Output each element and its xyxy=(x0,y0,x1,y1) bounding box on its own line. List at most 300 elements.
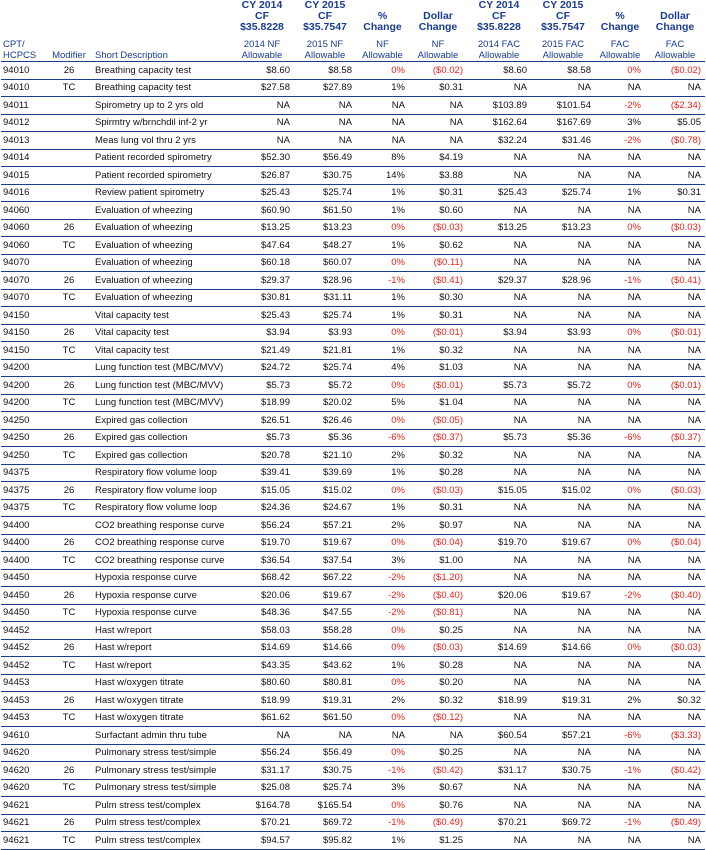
nf-percent-change-cell: 1% xyxy=(356,79,409,97)
cpt-code-cell: 94400 xyxy=(1,517,45,535)
fac-2015-allowable-cell: $28.96 xyxy=(531,272,595,290)
nf-percent-change-cell: 0% xyxy=(356,674,409,692)
fac-dollar-change-cell: ($0.49) xyxy=(645,814,705,832)
nf-dollar-change-cell: ($0.04) xyxy=(409,534,467,552)
header-sub-cell: 2014 NF Allowable xyxy=(230,33,294,62)
cpt-code-cell: 94150 xyxy=(1,342,45,360)
modifier-cell xyxy=(45,132,93,150)
nf-2015-allowable-cell: $39.69 xyxy=(294,464,356,482)
fac-dollar-change-cell: NA xyxy=(645,359,705,377)
cpt-code-cell: 94060 xyxy=(1,219,45,237)
nf-percent-change-cell: -2% xyxy=(356,604,409,622)
table-row xyxy=(1,744,705,762)
nf-2014-allowable-cell: $29.37 xyxy=(230,272,294,290)
nf-2014-allowable-cell: $3.94 xyxy=(230,324,294,342)
cpt-code-cell: 94610 xyxy=(1,727,45,745)
header-sub-cell: 2015 FAC Allowable xyxy=(531,33,595,62)
nf-2015-allowable-cell: $19.67 xyxy=(294,587,356,605)
fac-percent-change-cell: NA xyxy=(595,202,645,220)
nf-dollar-change-cell: ($0.11) xyxy=(409,254,467,272)
fac-dollar-change-cell: NA xyxy=(645,657,705,675)
fac-percent-change-cell: NA xyxy=(595,674,645,692)
modifier-cell: 26 xyxy=(45,272,93,290)
nf-dollar-change-cell: $1.00 xyxy=(409,552,467,570)
fac-percent-change-cell: 0% xyxy=(595,639,645,657)
fac-dollar-change-cell: ($0.03) xyxy=(645,219,705,237)
nf-2015-allowable-cell: $14.66 xyxy=(294,639,356,657)
table-row xyxy=(1,219,705,237)
fac-2015-allowable-cell: $5.72 xyxy=(531,377,595,395)
nf-2014-allowable-cell: $14.69 xyxy=(230,639,294,657)
fac-2015-allowable-cell: NA xyxy=(531,79,595,97)
fac-percent-change-cell: 0% xyxy=(595,324,645,342)
nf-percent-change-cell: 1% xyxy=(356,657,409,675)
nf-percent-change-cell: -2% xyxy=(356,569,409,587)
fac-2015-allowable-cell: $15.02 xyxy=(531,482,595,500)
modifier-cell: 26 xyxy=(45,482,93,500)
fac-2014-allowable-cell: NA xyxy=(467,149,531,167)
fac-2014-allowable-cell: $18.99 xyxy=(467,692,531,710)
nf-2015-allowable-cell: $30.75 xyxy=(294,167,356,185)
table-row xyxy=(1,254,705,272)
fac-2014-allowable-cell: $32.24 xyxy=(467,132,531,150)
table-row xyxy=(1,394,705,412)
nf-percent-change-cell: 0% xyxy=(356,744,409,762)
nf-dollar-change-cell: $0.32 xyxy=(409,447,467,465)
modifier-cell: 26 xyxy=(45,219,93,237)
nf-2015-allowable-cell: $37.54 xyxy=(294,552,356,570)
fac-percent-change-cell: NA xyxy=(595,464,645,482)
cpt-code-cell: 94010 xyxy=(1,79,45,97)
fac-dollar-change-cell: $0.31 xyxy=(645,184,705,202)
nf-dollar-change-cell: $0.62 xyxy=(409,237,467,255)
fac-percent-change-cell: -1% xyxy=(595,762,645,780)
nf-percent-change-cell: 1% xyxy=(356,499,409,517)
fac-2015-allowable-cell: NA xyxy=(531,622,595,640)
fac-2014-allowable-cell: $25.43 xyxy=(467,184,531,202)
fac-2014-allowable-cell: NA xyxy=(467,289,531,307)
header-row-sub xyxy=(1,33,705,62)
fac-2014-allowable-cell: $15.05 xyxy=(467,482,531,500)
fac-2015-allowable-cell: $13.23 xyxy=(531,219,595,237)
nf-dollar-change-cell: ($0.12) xyxy=(409,709,467,727)
table-row xyxy=(1,184,705,202)
header-sub-cell: FAC Allowable xyxy=(645,33,705,62)
fac-dollar-change-cell: NA xyxy=(645,622,705,640)
fac-percent-change-cell: NA xyxy=(595,394,645,412)
nf-2015-allowable-cell: $61.50 xyxy=(294,709,356,727)
nf-2015-allowable-cell: $67.22 xyxy=(294,569,356,587)
fac-dollar-change-cell: NA xyxy=(645,342,705,360)
short-description-cell: Respiratory flow volume loop xyxy=(93,482,230,500)
nf-percent-change-cell: 4% xyxy=(356,359,409,377)
fac-2014-allowable-cell: $103.89 xyxy=(467,97,531,115)
fac-2014-allowable-cell: NA xyxy=(467,622,531,640)
fac-2014-allowable-cell: NA xyxy=(467,552,531,570)
header-sub-cell: CPT/ HCPCS xyxy=(1,33,45,62)
nf-dollar-change-cell: $0.97 xyxy=(409,517,467,535)
fac-percent-change-cell: 0% xyxy=(595,62,645,80)
fac-dollar-change-cell: ($0.37) xyxy=(645,429,705,447)
fac-2015-allowable-cell: NA xyxy=(531,359,595,377)
cpt-code-cell: 94250 xyxy=(1,429,45,447)
fac-dollar-change-cell: ($0.04) xyxy=(645,534,705,552)
fac-dollar-change-cell: NA xyxy=(645,394,705,412)
fac-dollar-change-cell: NA xyxy=(645,202,705,220)
table-row xyxy=(1,692,705,710)
fac-percent-change-cell: 0% xyxy=(595,534,645,552)
cpt-code-cell: 94452 xyxy=(1,657,45,675)
header-top-cell xyxy=(93,0,230,33)
table-row xyxy=(1,499,705,517)
nf-2015-allowable-cell: $25.74 xyxy=(294,307,356,325)
nf-percent-change-cell: 1% xyxy=(356,289,409,307)
fac-percent-change-cell: NA xyxy=(595,622,645,640)
fac-2015-allowable-cell: $19.67 xyxy=(531,587,595,605)
short-description-cell: Evaluation of wheezing xyxy=(93,237,230,255)
fac-2015-allowable-cell: $19.31 xyxy=(531,692,595,710)
fac-2014-allowable-cell: NA xyxy=(467,604,531,622)
nf-2014-allowable-cell: $24.72 xyxy=(230,359,294,377)
nf-percent-change-cell: 0% xyxy=(356,797,409,815)
nf-2014-allowable-cell: $20.78 xyxy=(230,447,294,465)
nf-percent-change-cell: 0% xyxy=(356,412,409,430)
fac-percent-change-cell: 0% xyxy=(595,377,645,395)
short-description-cell: Lung function test (MBC/MVV) xyxy=(93,377,230,395)
header-sub-cell: Short Description xyxy=(93,33,230,62)
fac-2015-allowable-cell: $5.36 xyxy=(531,429,595,447)
short-description-cell: CO2 breathing response curve xyxy=(93,552,230,570)
fac-2014-allowable-cell: NA xyxy=(467,657,531,675)
nf-2015-allowable-cell: $26.46 xyxy=(294,412,356,430)
short-description-cell: CO2 breathing response curve xyxy=(93,534,230,552)
fac-percent-change-cell: NA xyxy=(595,709,645,727)
short-description-cell: Vital capacity test xyxy=(93,342,230,360)
table-row xyxy=(1,657,705,675)
fac-dollar-change-cell: NA xyxy=(645,674,705,692)
short-description-cell: Patient recorded spirometry xyxy=(93,167,230,185)
cpt-code-cell: 94013 xyxy=(1,132,45,150)
nf-2015-allowable-cell: $61.50 xyxy=(294,202,356,220)
nf-dollar-change-cell: $0.28 xyxy=(409,464,467,482)
short-description-cell: Lung function test (MBC/MVV) xyxy=(93,359,230,377)
table-row xyxy=(1,797,705,815)
fac-2014-allowable-cell: $162.64 xyxy=(467,114,531,132)
header-sub-cell: Modifier xyxy=(45,33,93,62)
cpt-code-cell: 94621 xyxy=(1,797,45,815)
cpt-code-cell: 94620 xyxy=(1,779,45,797)
table-row xyxy=(1,762,705,780)
nf-dollar-change-cell: ($0.03) xyxy=(409,639,467,657)
nf-dollar-change-cell: ($0.81) xyxy=(409,604,467,622)
fac-percent-change-cell: NA xyxy=(595,342,645,360)
fac-2015-allowable-cell: NA xyxy=(531,552,595,570)
nf-percent-change-cell: 3% xyxy=(356,552,409,570)
fac-dollar-change-cell: ($0.03) xyxy=(645,482,705,500)
fac-2015-allowable-cell: $31.46 xyxy=(531,132,595,150)
fac-2014-allowable-cell: NA xyxy=(467,709,531,727)
modifier-cell: TC xyxy=(45,237,93,255)
nf-2014-allowable-cell: $48.36 xyxy=(230,604,294,622)
nf-dollar-change-cell: $4.19 xyxy=(409,149,467,167)
nf-dollar-change-cell: ($0.03) xyxy=(409,219,467,237)
nf-dollar-change-cell: $0.31 xyxy=(409,79,467,97)
short-description-cell: Hast w/oxygen titrate xyxy=(93,692,230,710)
fac-2015-allowable-cell: $25.74 xyxy=(531,184,595,202)
fac-dollar-change-cell: NA xyxy=(645,744,705,762)
table-row xyxy=(1,114,705,132)
fac-dollar-change-cell: NA xyxy=(645,447,705,465)
fac-2015-allowable-cell: NA xyxy=(531,744,595,762)
short-description-cell: Expired gas collection xyxy=(93,429,230,447)
table-row xyxy=(1,482,705,500)
fac-dollar-change-cell: ($0.03) xyxy=(645,639,705,657)
table-row xyxy=(1,587,705,605)
table-row xyxy=(1,377,705,395)
nf-2014-allowable-cell: $24.36 xyxy=(230,499,294,517)
fac-dollar-change-cell: NA xyxy=(645,412,705,430)
fac-2015-allowable-cell: NA xyxy=(531,657,595,675)
nf-percent-change-cell: -1% xyxy=(356,814,409,832)
header-sub-cell: 2015 NF Allowable xyxy=(294,33,356,62)
nf-2014-allowable-cell: $26.51 xyxy=(230,412,294,430)
table-row xyxy=(1,307,705,325)
fac-dollar-change-cell: NA xyxy=(645,307,705,325)
table-row xyxy=(1,79,705,97)
fac-2015-allowable-cell: $19.67 xyxy=(531,534,595,552)
fac-2015-allowable-cell: NA xyxy=(531,569,595,587)
table-row xyxy=(1,622,705,640)
fac-percent-change-cell: 1% xyxy=(595,184,645,202)
cpt-code-cell: 94452 xyxy=(1,622,45,640)
fac-dollar-change-cell: ($0.01) xyxy=(645,377,705,395)
short-description-cell: Hast w/report xyxy=(93,639,230,657)
nf-2015-allowable-cell: $165.54 xyxy=(294,797,356,815)
cpt-code-cell: 94015 xyxy=(1,167,45,185)
nf-dollar-change-cell: $3.88 xyxy=(409,167,467,185)
nf-dollar-change-cell: ($0.37) xyxy=(409,429,467,447)
cpt-code-cell: 94250 xyxy=(1,447,45,465)
nf-percent-change-cell: 8% xyxy=(356,149,409,167)
short-description-cell: Lung function test (MBC/MVV) xyxy=(93,394,230,412)
header-top-cell: Dollar Change xyxy=(418,10,458,33)
nf-2014-allowable-cell: NA xyxy=(230,132,294,150)
nf-2015-allowable-cell: NA xyxy=(294,114,356,132)
nf-2014-allowable-cell: $20.06 xyxy=(230,587,294,605)
modifier-cell: TC xyxy=(45,604,93,622)
fac-percent-change-cell: NA xyxy=(595,447,645,465)
nf-dollar-change-cell: $0.60 xyxy=(409,202,467,220)
short-description-cell: Pulmonary stress test/simple xyxy=(93,779,230,797)
header-sub-cell: FAC Allowable xyxy=(595,33,645,62)
nf-2014-allowable-cell: $94.57 xyxy=(230,832,294,850)
cpt-code-cell: 94150 xyxy=(1,324,45,342)
nf-dollar-change-cell: ($1.20) xyxy=(409,569,467,587)
nf-2014-allowable-cell: NA xyxy=(230,97,294,115)
fac-dollar-change-cell: NA xyxy=(645,709,705,727)
short-description-cell: Surfactant admin thru tube xyxy=(93,727,230,745)
nf-percent-change-cell: 1% xyxy=(356,237,409,255)
nf-percent-change-cell: 0% xyxy=(356,254,409,272)
table-body xyxy=(1,62,705,850)
nf-dollar-change-cell: $0.32 xyxy=(409,342,467,360)
nf-2015-allowable-cell: NA xyxy=(294,727,356,745)
fac-2014-allowable-cell: $60.54 xyxy=(467,727,531,745)
modifier-cell: TC xyxy=(45,394,93,412)
nf-percent-change-cell: 0% xyxy=(356,219,409,237)
nf-dollar-change-cell: $1.04 xyxy=(409,394,467,412)
nf-2014-allowable-cell: NA xyxy=(230,114,294,132)
table-row xyxy=(1,447,705,465)
fac-percent-change-cell: NA xyxy=(595,569,645,587)
nf-2015-allowable-cell: $30.75 xyxy=(294,762,356,780)
fac-dollar-change-cell: NA xyxy=(645,237,705,255)
nf-percent-change-cell: -1% xyxy=(356,762,409,780)
header-sub-cell: NF Allowable xyxy=(409,33,467,62)
table-row xyxy=(1,569,705,587)
nf-percent-change-cell: 0% xyxy=(356,534,409,552)
cpt-code-cell: 94453 xyxy=(1,692,45,710)
table-row xyxy=(1,412,705,430)
fac-2015-allowable-cell: $167.69 xyxy=(531,114,595,132)
nf-2014-allowable-cell: $5.73 xyxy=(230,377,294,395)
fac-2014-allowable-cell: $29.37 xyxy=(467,272,531,290)
short-description-cell: Evaluation of wheezing xyxy=(93,202,230,220)
fac-percent-change-cell: NA xyxy=(595,657,645,675)
fac-2015-allowable-cell: NA xyxy=(531,289,595,307)
cpt-code-cell: 94621 xyxy=(1,832,45,850)
modifier-cell xyxy=(45,167,93,185)
fac-2015-allowable-cell: NA xyxy=(531,167,595,185)
fac-dollar-change-cell: ($3.33) xyxy=(645,727,705,745)
fac-dollar-change-cell: NA xyxy=(645,779,705,797)
fac-percent-change-cell: NA xyxy=(595,744,645,762)
fac-percent-change-cell: NA xyxy=(595,604,645,622)
modifier-cell: TC xyxy=(45,79,93,97)
nf-2014-allowable-cell: $47.64 xyxy=(230,237,294,255)
fac-percent-change-cell: -1% xyxy=(595,814,645,832)
fac-percent-change-cell: -6% xyxy=(595,727,645,745)
nf-percent-change-cell: 2% xyxy=(356,692,409,710)
fac-2014-allowable-cell: NA xyxy=(467,167,531,185)
fac-2015-allowable-cell: $3.93 xyxy=(531,324,595,342)
fac-2015-allowable-cell: NA xyxy=(531,394,595,412)
fac-2014-allowable-cell: $19.70 xyxy=(467,534,531,552)
nf-2015-allowable-cell: $25.74 xyxy=(294,779,356,797)
modifier-cell: 26 xyxy=(45,762,93,780)
nf-dollar-change-cell: $1.03 xyxy=(409,359,467,377)
fac-percent-change-cell: 0% xyxy=(595,219,645,237)
fac-2014-allowable-cell: $31.17 xyxy=(467,762,531,780)
cpt-code-cell: 94200 xyxy=(1,377,45,395)
cpt-code-cell: 94621 xyxy=(1,814,45,832)
nf-2015-allowable-cell: $15.02 xyxy=(294,482,356,500)
nf-dollar-change-cell: ($0.49) xyxy=(409,814,467,832)
nf-percent-change-cell: 3% xyxy=(356,779,409,797)
short-description-cell: Expired gas collection xyxy=(93,412,230,430)
short-description-cell: Spirometry up to 2 yrs old xyxy=(93,97,230,115)
fac-2014-allowable-cell: NA xyxy=(467,517,531,535)
nf-2014-allowable-cell: $18.99 xyxy=(230,692,294,710)
fac-2014-allowable-cell: NA xyxy=(467,674,531,692)
fac-dollar-change-cell: NA xyxy=(645,149,705,167)
short-description-cell: Hypoxia response curve xyxy=(93,604,230,622)
short-description-cell: Hast w/oxygen titrate xyxy=(93,674,230,692)
nf-percent-change-cell: 0% xyxy=(356,639,409,657)
short-description-cell: Breathing capacity test xyxy=(93,62,230,80)
cpt-code-cell: 94250 xyxy=(1,412,45,430)
nf-2014-allowable-cell: $80.60 xyxy=(230,674,294,692)
table-row xyxy=(1,237,705,255)
fac-dollar-change-cell: NA xyxy=(645,79,705,97)
cpt-code-cell: 94060 xyxy=(1,202,45,220)
fac-2014-allowable-cell: NA xyxy=(467,202,531,220)
fac-percent-change-cell: NA xyxy=(595,167,645,185)
fac-2014-allowable-cell: $5.73 xyxy=(467,429,531,447)
nf-percent-change-cell: 0% xyxy=(356,482,409,500)
fac-dollar-change-cell: NA xyxy=(645,832,705,850)
fac-2015-allowable-cell: NA xyxy=(531,797,595,815)
nf-2014-allowable-cell: $52.30 xyxy=(230,149,294,167)
fac-dollar-change-cell: ($0.02) xyxy=(645,62,705,80)
fac-dollar-change-cell: NA xyxy=(645,464,705,482)
table-row xyxy=(1,359,705,377)
nf-2014-allowable-cell: $56.24 xyxy=(230,744,294,762)
fac-percent-change-cell: -2% xyxy=(595,587,645,605)
short-description-cell: Evaluation of wheezing xyxy=(93,272,230,290)
nf-2015-allowable-cell: $60.07 xyxy=(294,254,356,272)
table-row xyxy=(1,149,705,167)
modifier-cell: TC xyxy=(45,832,93,850)
nf-percent-change-cell: 0% xyxy=(356,62,409,80)
nf-2015-allowable-cell: $20.02 xyxy=(294,394,356,412)
nf-percent-change-cell: 1% xyxy=(356,184,409,202)
nf-percent-change-cell: 0% xyxy=(356,324,409,342)
header-top-cell xyxy=(45,0,93,33)
header-sub-cell: NF Allowable xyxy=(356,33,409,62)
table-row xyxy=(1,517,705,535)
modifier-cell xyxy=(45,254,93,272)
fac-2015-allowable-cell: NA xyxy=(531,237,595,255)
table-row xyxy=(1,727,705,745)
nf-percent-change-cell: 0% xyxy=(356,709,409,727)
fac-dollar-change-cell: NA xyxy=(645,289,705,307)
cpt-code-cell: 94200 xyxy=(1,359,45,377)
short-description-cell: Hypoxia response curve xyxy=(93,587,230,605)
short-description-cell: Pulm stress test/complex xyxy=(93,797,230,815)
short-description-cell: Review patient spirometry xyxy=(93,184,230,202)
short-description-cell: Breathing capacity test xyxy=(93,79,230,97)
modifier-cell xyxy=(45,744,93,762)
fac-2014-allowable-cell: NA xyxy=(467,237,531,255)
nf-dollar-change-cell: $0.31 xyxy=(409,499,467,517)
nf-dollar-change-cell: $0.25 xyxy=(409,744,467,762)
short-description-cell: Hast w/report xyxy=(93,622,230,640)
nf-percent-change-cell: 2% xyxy=(356,517,409,535)
nf-2015-allowable-cell: $19.67 xyxy=(294,534,356,552)
header-top-cell: % Change xyxy=(363,10,402,33)
fac-2014-allowable-cell: $5.73 xyxy=(467,377,531,395)
short-description-cell: Pulm stress test/complex xyxy=(93,814,230,832)
nf-2015-allowable-cell: $58.28 xyxy=(294,622,356,640)
modifier-cell xyxy=(45,464,93,482)
short-description-cell: Hast w/report xyxy=(93,657,230,675)
nf-dollar-change-cell: $0.28 xyxy=(409,657,467,675)
modifier-cell xyxy=(45,202,93,220)
nf-2014-allowable-cell: $19.70 xyxy=(230,534,294,552)
nf-2014-allowable-cell: NA xyxy=(230,727,294,745)
fac-2014-allowable-cell: NA xyxy=(467,499,531,517)
